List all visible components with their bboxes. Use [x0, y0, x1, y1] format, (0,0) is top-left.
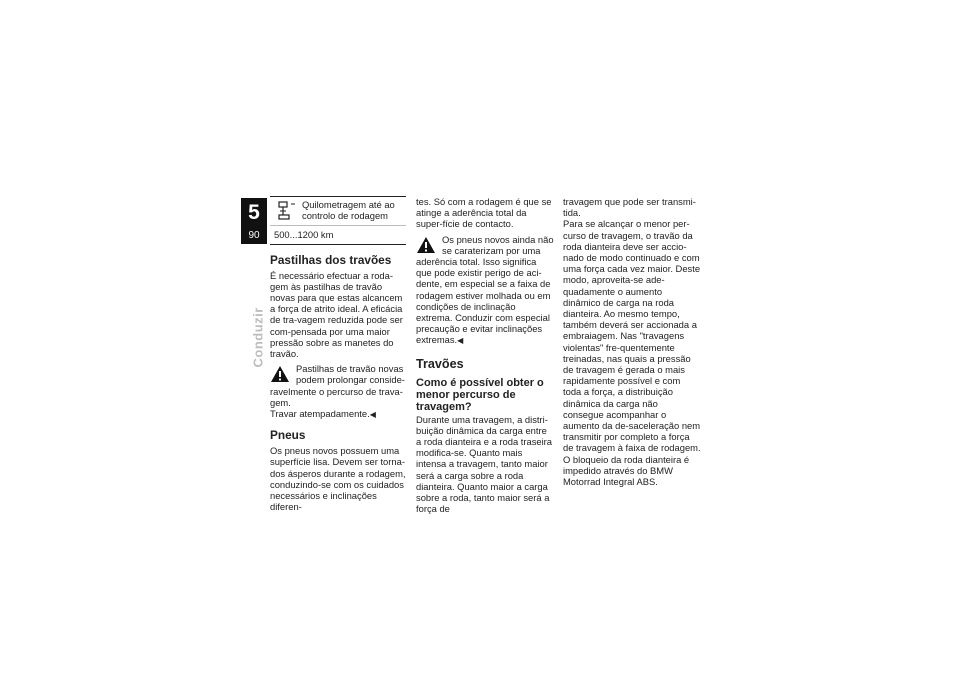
spec-table-value: 500...1200 km [274, 229, 334, 241]
section-title-brakes: Travões [416, 356, 464, 371]
brakes-body: Durante uma travagem, a distri-buição dinâmica da carga entre a roda dianteira e a roda traseira modifica-se. Quanto mais intensa a travagem, tanto maior será a carga sobre a roda dianteira. Quanto maior a carga sobre a roda, tanto maior será a força de [416, 413, 553, 515]
warning-triangle-icon [416, 236, 436, 254]
pads-warning-end: Travar atempadamente. [270, 408, 370, 420]
column-2 [416, 196, 554, 514]
chapter-side-label: Conduzir [250, 307, 266, 368]
section-title-tyres: Pneus [270, 428, 306, 443]
chapter-number: 5 [248, 201, 260, 224]
chapter-tab [241, 198, 267, 244]
section-title-pads: Pastilhas dos travões [270, 252, 392, 267]
warning-triangle-icon [270, 365, 290, 383]
pads-warning [270, 363, 408, 420]
pads-warning-first: Pastilhas de travão novas podem prolongar conside- [296, 363, 405, 386]
brakes-para-2: Para se alcançar o menor per-curso de travagem, o travão da roda dianteira deve ser accio-nado de modo continuado e com uma força cada vez maior. Deste modo, aproveita-se ade-quadamente o aumento dinâmico de carga na roda dianteira. Ao mesmo tempo, também deverá ser accionada a embraiagem. Nas "travagens violentas" fre-quentemente treinadas, nas quais a pressão de travagem é gerada o mais rapidamente possível e com toda a força, a distribuição dinâmica da carga não consegue acompanhar o aumento da de-saceleração nem transmitir por completo a força de travagem à faixa de rodagem. [563, 218, 701, 454]
end-marker-icon: ◀ [457, 336, 464, 346]
tyres-warning-first: Os pneus novos ainda não se caraterizam por uma [442, 233, 554, 256]
spec-table-header-text: Quilometragem até ao controlo de rodagem [302, 199, 395, 222]
page-number: 90 [248, 230, 260, 241]
pads-body: É necessário efectuar a roda-gem às pastilhas de travão novas para que estas alcancem a força de atrito ideal. A eficácia de tra-vagem reduzida pode ser com-pensada por uma maior pressão sobre as manetes do travão. [270, 269, 403, 360]
column-1 [270, 196, 408, 512]
spec-table [270, 196, 406, 245]
column-3 [563, 196, 701, 487]
brakes-body-cont: travagem que pode ser transmi-tida. [563, 196, 696, 219]
spec-table-header [270, 197, 406, 226]
pads-warning-rest: ravelmente o percurso de trava-gem. [270, 385, 403, 408]
tyres-warning [416, 234, 554, 347]
tyres-warning-rest: aderência total. Isso significa que pode existir perigo de aci-dente, em especial se a faixa de rodagem estiver molhada ou em condições de inclinação extrema. Conduzir com especial precaução e evitar inclinações extremas. [416, 256, 551, 346]
tyres-body: Os pneus novos possuem uma superfície lisa. Devem ser torna-dos ásperos durante a rodagem, conduzindo-se com os cuidados necessários e inclinações diferen- [270, 445, 406, 513]
brakes-para-3: O bloqueio da roda dianteira é impedido através do BMW Motorrad Integral ABS. [563, 453, 690, 488]
odometer-icon [276, 199, 298, 221]
brakes-subtitle: Como é possível obter o menor percurso de travagem? [416, 376, 544, 413]
tyres-body-cont: tes. Só com a rodagem é que se atinge a aderência total da super-fície de contacto. [416, 196, 552, 230]
end-marker-icon: ◀ [369, 410, 376, 420]
